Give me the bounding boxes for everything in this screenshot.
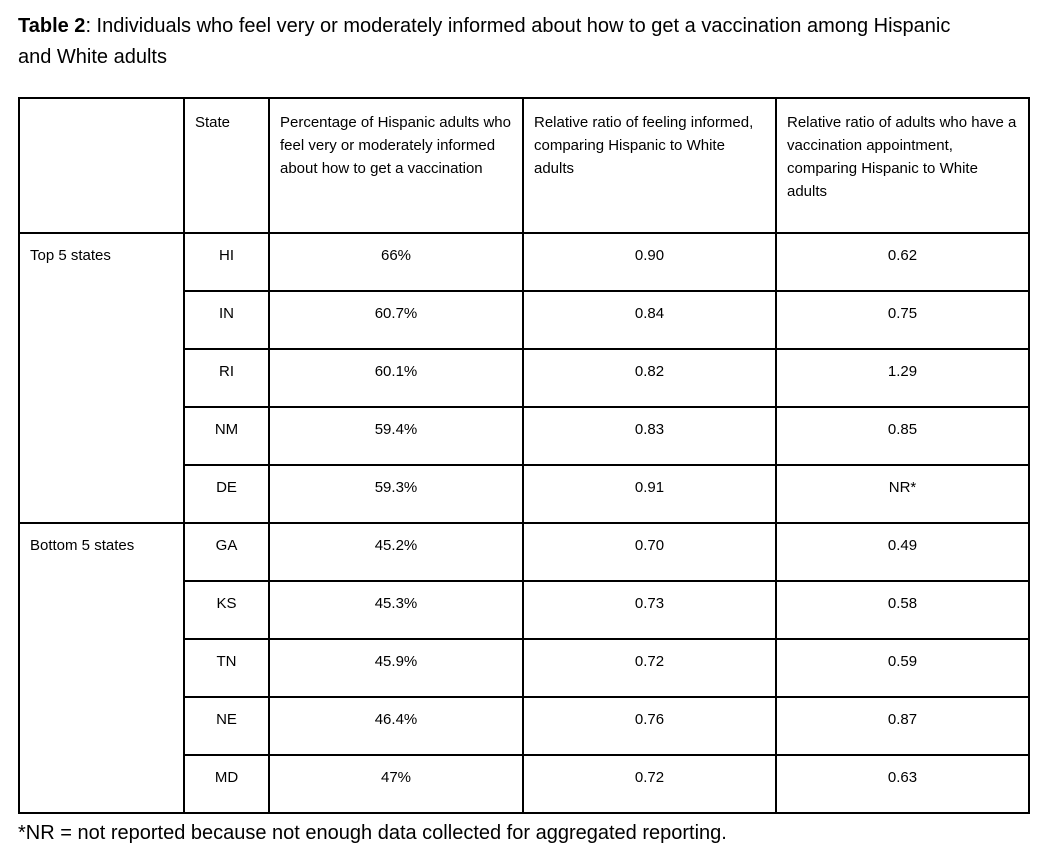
header-ratio-informed: Relative ratio of feeling informed, comparing Hispanic to White adults bbox=[523, 98, 776, 233]
cell-state: NM bbox=[184, 407, 269, 465]
cell-ratio-appointment: 0.85 bbox=[776, 407, 1029, 465]
cell-ratio-informed: 0.76 bbox=[523, 697, 776, 755]
cell-state: HI bbox=[184, 233, 269, 291]
cell-pct: 60.1% bbox=[269, 349, 523, 407]
cell-ratio-appointment: 0.59 bbox=[776, 639, 1029, 697]
cell-pct: 45.3% bbox=[269, 581, 523, 639]
cell-ratio-appointment: NR* bbox=[776, 465, 1029, 523]
cell-ratio-appointment: 0.49 bbox=[776, 523, 1029, 581]
group-label-bottom-5-states: Bottom 5 states bbox=[19, 523, 184, 813]
cell-ratio-informed: 0.70 bbox=[523, 523, 776, 581]
cell-state: GA bbox=[184, 523, 269, 581]
table-row bbox=[19, 523, 1029, 581]
cell-pct: 46.4% bbox=[269, 697, 523, 755]
table-caption bbox=[18, 11, 968, 73]
cell-ratio-appointment: 0.87 bbox=[776, 697, 1029, 755]
cell-state: RI bbox=[184, 349, 269, 407]
cell-state: TN bbox=[184, 639, 269, 697]
cell-pct: 45.2% bbox=[269, 523, 523, 581]
cell-ratio-informed: 0.72 bbox=[523, 755, 776, 813]
cell-state: KS bbox=[184, 581, 269, 639]
table-caption-text: : Individuals who feel very or moderately informed about how to get a vaccination among Hispanic and White adults bbox=[18, 15, 951, 68]
cell-ratio-informed: 0.73 bbox=[523, 581, 776, 639]
footnote: *NR = not reported because not enough data collected for aggregated reporting. bbox=[18, 822, 727, 844]
cell-ratio-appointment: 1.29 bbox=[776, 349, 1029, 407]
header-empty bbox=[19, 98, 184, 233]
header-row bbox=[19, 98, 1029, 233]
table-caption-number: Table 2 bbox=[18, 15, 86, 37]
cell-ratio-appointment: 0.62 bbox=[776, 233, 1029, 291]
cell-state: NE bbox=[184, 697, 269, 755]
header-state: State bbox=[184, 98, 269, 233]
group-label-top-5-states: Top 5 states bbox=[19, 233, 184, 523]
cell-pct: 47% bbox=[269, 755, 523, 813]
cell-pct: 66% bbox=[269, 233, 523, 291]
cell-pct: 60.7% bbox=[269, 291, 523, 349]
cell-ratio-appointment: 0.58 bbox=[776, 581, 1029, 639]
cell-state: DE bbox=[184, 465, 269, 523]
cell-ratio-informed: 0.91 bbox=[523, 465, 776, 523]
table-row bbox=[19, 233, 1029, 291]
cell-pct: 59.4% bbox=[269, 407, 523, 465]
cell-ratio-appointment: 0.75 bbox=[776, 291, 1029, 349]
table-2 bbox=[18, 97, 1030, 814]
cell-ratio-informed: 0.84 bbox=[523, 291, 776, 349]
cell-ratio-informed: 0.72 bbox=[523, 639, 776, 697]
header-ratio-appointment: Relative ratio of adults who have a vaccination appointment, comparing Hispanic to White adults bbox=[776, 98, 1029, 233]
cell-ratio-informed: 0.82 bbox=[523, 349, 776, 407]
cell-state: IN bbox=[184, 291, 269, 349]
cell-ratio-informed: 0.83 bbox=[523, 407, 776, 465]
header-pct-informed: Percentage of Hispanic adults who feel very or moderately informed about how to get a vaccination bbox=[269, 98, 523, 233]
cell-ratio-informed: 0.90 bbox=[523, 233, 776, 291]
cell-pct: 59.3% bbox=[269, 465, 523, 523]
cell-pct: 45.9% bbox=[269, 639, 523, 697]
cell-ratio-appointment: 0.63 bbox=[776, 755, 1029, 813]
cell-state: MD bbox=[184, 755, 269, 813]
